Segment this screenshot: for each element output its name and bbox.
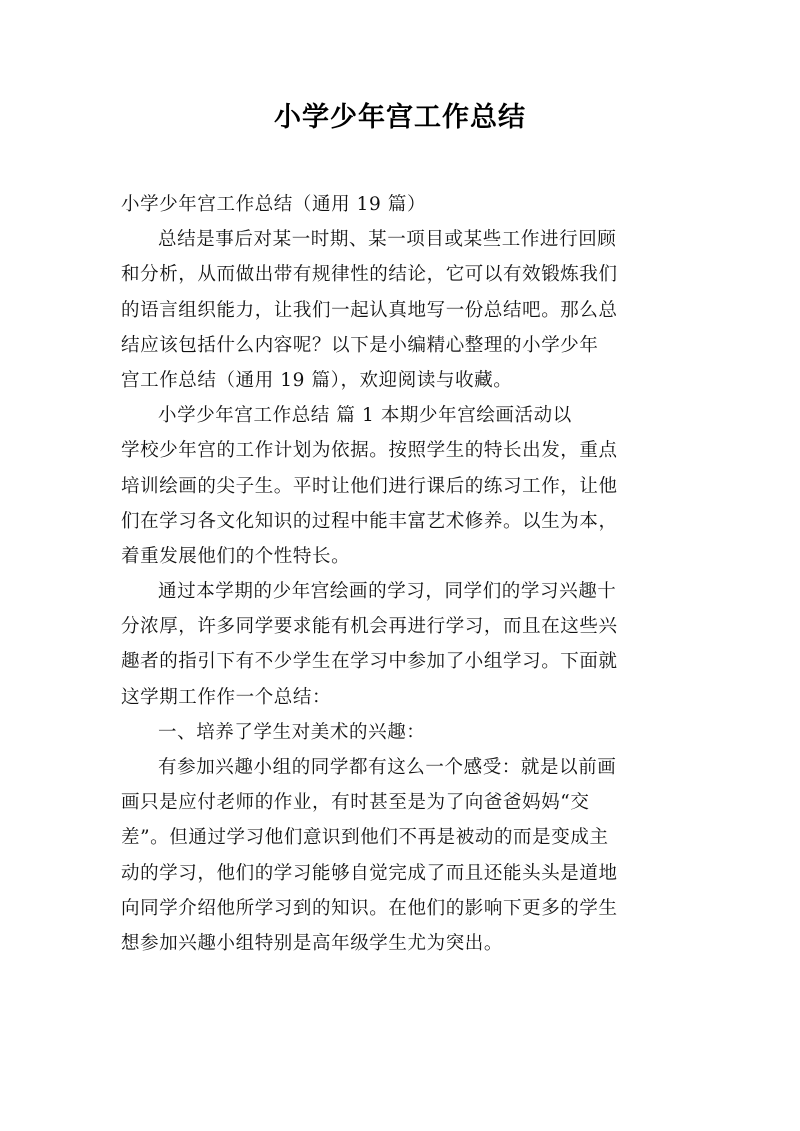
text-line: 的语言组织能力，让我们一起认真地写一份总结吧。那么总 <box>121 299 618 321</box>
text-line: 学校少年宫的工作计划为依据。按照学生的特长出发，重点 <box>121 440 618 462</box>
text-line: 着重发展他们的个性特长。 <box>121 545 351 567</box>
text-line: 们在学习各文化知识的过程中能丰富艺术修养。以生为本， <box>121 510 618 532</box>
text-line: 宫工作总结（通用 19 篇），欢迎阅读与收藏。 <box>121 369 513 391</box>
text-line: 趣者的指引下有不少学生在学习中参加了小组学习。下面就 <box>121 651 618 673</box>
text-line: 想参加兴趣小组特别是高年级学生尤为突出。 <box>121 932 504 954</box>
text-line: 小学少年宫工作总结 篇 1 本期少年宫绘画活动以 <box>158 405 572 427</box>
text-line: 和分析，从而做出带有规律性的结论，它可以有效锻炼我们 <box>121 264 618 286</box>
text-line: 通过本学期的少年宫绘画的学习，同学们的学习兴趣十 <box>158 581 617 603</box>
text-line: 结应该包括什么内容呢？以下是小编精心整理的小学少年 <box>121 334 599 356</box>
text-line: 差”。但通过学习他们意识到他们不再是被动的而是变成主 <box>121 827 609 849</box>
text-line: 有参加兴趣小组的同学都有这么一个感受：就是以前画 <box>158 757 617 778</box>
text-line: 画只是应付老师的作业，有时甚至是为了向爸爸妈妈“交 <box>121 792 590 814</box>
text-line: 一、培养了学生对美术的兴趣： <box>158 721 426 743</box>
text-line: 总结是事后对某一时期、某一项目或某些工作进行回顾 <box>158 229 617 251</box>
text-line: 这学期工作作一个总结： <box>121 686 332 708</box>
text-line: 分浓厚，许多同学要求能有机会再进行学习，而且在这些兴 <box>121 616 618 638</box>
document-title: 小学少年宫工作总结 <box>274 102 526 133</box>
text-line: 培训绘画的尖子生。平时让他们进行课后的练习工作，让他 <box>121 475 618 497</box>
text-line: 动的学习，他们的学习能够自觉完成了而且还能头头是道地 <box>121 862 618 884</box>
text-line: 小学少年宫工作总结（通用 19 篇） <box>121 194 427 215</box>
text-line: 向同学介绍他所学习到的知识。在他们的影响下更多的学生 <box>121 897 618 919</box>
document-body <box>121 187 683 961</box>
